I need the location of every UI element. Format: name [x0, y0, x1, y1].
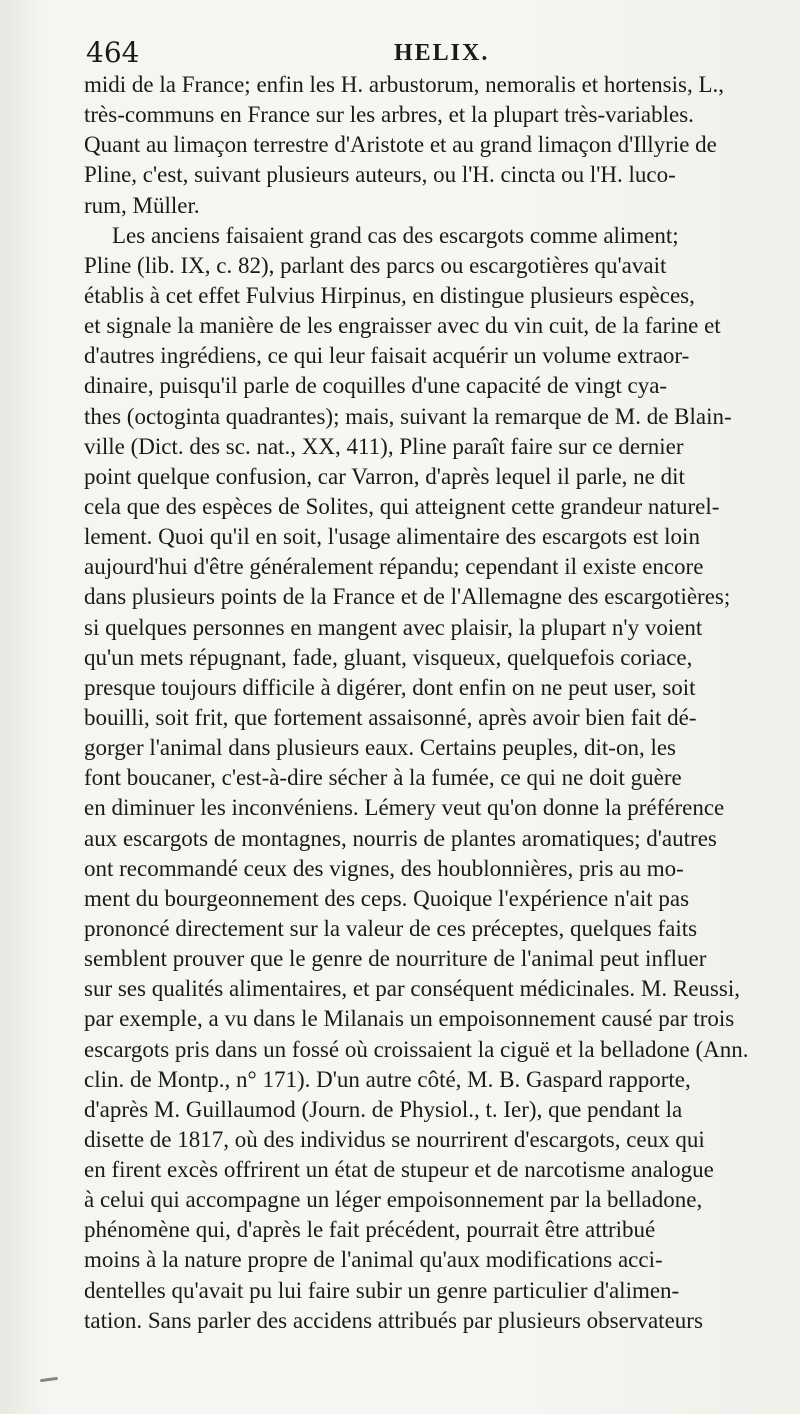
text-line: gorger l'animal dans plusieurs eaux. Certains peuples, dit-on, les — [84, 735, 677, 761]
text-line: semblent prouver que le genre de nourriture de l'animal peut influer — [84, 946, 707, 972]
text-line: bouilli, soit frit, que fortement assaisonné, après avoir bien fait dé- — [84, 704, 697, 730]
text-line: en firent excès offrirent un état de stupeur et de narcotisme analogue — [84, 1157, 714, 1183]
text-line: aujourd'hui d'être généralement répandu; cependant il existe encore — [84, 554, 704, 580]
text-line: très-communs en France sur les arbres, et la plupart très-variables. — [84, 102, 694, 128]
text-line: qu'un mets répugnant, fade, gluant, visqueux, quelquefois coriace, — [84, 644, 693, 670]
text-line: thes (octoginta quadrantes); mais, suivant la remarque de M. de Blain- — [84, 403, 732, 429]
page-number: 464 — [86, 36, 140, 69]
text-line: Pline (lib. IX, c. 82), parlant des parcs ou escargotières qu'avait — [84, 252, 667, 278]
text-line: par exemple, a vu dans le Milanais un empoisonnement causé par trois — [84, 1006, 735, 1032]
text-line: sur ses qualités alimentaires, et par conséquent médicinales. M. Reussi, — [84, 976, 740, 1002]
text-line: et signale la manière de les engraisser avec du vin cuit, de la farine et — [84, 313, 721, 339]
text-line: ment du bourgeonnement des ceps. Quoique l'expérience n'ait pas — [84, 885, 690, 911]
text-line: phénomène qui, d'après le fait précédent, pourrait être attribué — [84, 1217, 656, 1243]
ink-smudge — [40, 1377, 58, 1382]
text-line: en diminuer les inconvéniens. Lémery veut qu'on donne la préférence — [84, 795, 725, 821]
body-text — [84, 70, 784, 1336]
text-line: rum, Müller. — [84, 192, 200, 218]
text-line: Pline, c'est, suivant plusieurs auteurs, ou l'H. cincta ou l'H. luco- — [84, 162, 676, 188]
text-line: point quelque confusion, car Varron, d'après lequel il parle, ne dit — [84, 463, 685, 489]
text-line: disette de 1817, où des individus se nourrirent d'escargots, ceux qui — [84, 1126, 705, 1152]
text-line: ont recommandé ceux des vignes, des houblonnières, pris au mo- — [84, 855, 684, 881]
paragraph-start-line: Les anciens faisaient grand cas des escargots comme aliment; — [112, 222, 679, 248]
page-header — [86, 30, 786, 70]
text-line: midi de la France; enfin les H. arbustorum, nemoralis et hortensis, L., — [84, 72, 725, 97]
text-line: établis à cet effet Fulvius Hirpinus, en distingue plusieurs espèces, — [84, 282, 695, 308]
text-line: clin. de Montp., n° 171). D'un autre côté, M. B. Gaspard rapporte, — [84, 1066, 691, 1092]
text-line: font boucaner, c'est-à-dire sécher à la fumée, ce qui ne doit guère — [84, 765, 682, 791]
text-line: d'autres ingrédiens, ce qui leur faisait acquérir un volume extraor- — [84, 343, 690, 369]
text-line: aux escargots de montagnes, nourris de plantes aromatiques; d'autres — [84, 825, 717, 851]
text-line: Quant au limaçon terrestre d'Aristote et au grand limaçon d'Illyrie de — [84, 132, 717, 158]
text-line: tation. Sans parler des accidens attribués par plusieurs observateurs — [84, 1307, 703, 1333]
text-line: moins à la nature propre de l'animal qu'aux modifications acci- — [84, 1247, 663, 1273]
text-line: d'après M. Guillaumod (Journ. de Physiol., t. Ier), que pendant la — [84, 1096, 683, 1122]
text-line: lement. Quoi qu'il en soit, l'usage alimentaire des escargots est loin — [84, 524, 700, 550]
text-line: presque toujours difficile à digérer, dont enfin on ne peut user, soit — [84, 674, 696, 700]
text-line: dentelles qu'avait pu lui faire subir un genre particulier d'alimen- — [84, 1277, 680, 1303]
text-line: dinaire, puisqu'il parle de coquilles d'une capacité de vingt cya- — [84, 373, 668, 399]
text-line: ville (Dict. des sc. nat., XX, 411), Pline paraît faire sur ce dernier — [84, 433, 684, 459]
running-head: HELIX. — [394, 40, 490, 66]
text-line: à celui qui accompagne un léger empoisonnement par la belladone, — [84, 1187, 703, 1213]
text-line: cela que des espèces de Solites, qui atteignent cette grandeur naturel- — [84, 493, 720, 519]
text-line: prononcé directement sur la valeur de ces préceptes, quelques faits — [84, 915, 698, 941]
text-line: si quelques personnes en mangent avec plaisir, la plupart n'y voient — [84, 614, 703, 640]
text-line: escargots pris dans un fossé où croissaient la ciguë et la belladone (Ann. — [84, 1036, 749, 1062]
text-line: dans plusieurs points de la France et de l'Allemagne des escargotières; — [84, 584, 731, 610]
